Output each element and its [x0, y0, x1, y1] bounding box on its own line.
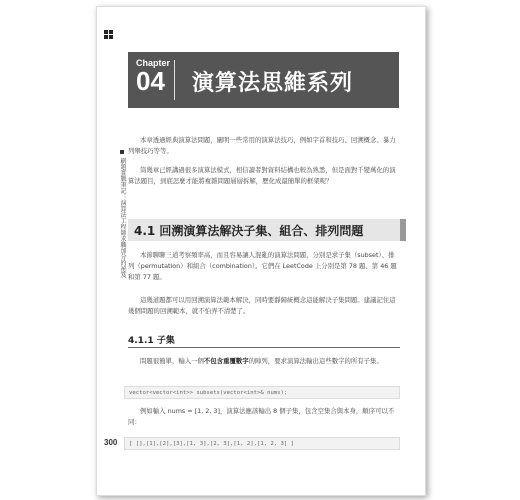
- subsection-title: 4.1.1 子集: [128, 336, 175, 346]
- page-number: 300: [104, 438, 118, 447]
- side-text: 刷題實戰筆記：演算法工程師求職加分的祕笈: [119, 157, 126, 278]
- section-paragraph-1: 本節聊聊三道考察頻率高，而且容易讓人混亂的演算法問題，分別是求子集（subset）、排列（permutation）和組合（combination）。它們在 LeetCode 上分別是第 78 題、第 46 題和第 77 題。: [128, 251, 397, 281]
- p1-pre: 問題很簡單，輸入一個: [140, 357, 204, 365]
- chapter-label: Chapter: [136, 58, 171, 68]
- section-title: 4.1 回溯演算法解決子集、組合、排列問題: [134, 224, 364, 238]
- side-running-title: [116, 150, 126, 278]
- p1-post: 的陣列，要求演算法輸出這些數字的所有子集。: [248, 357, 383, 365]
- code-block-signature: vector<vector<int>> subsets(vector<int>& nums);: [124, 386, 400, 399]
- intro-paragraph-1: 本章透過經典演算法問題，闡明一些常用的演算法技巧，例如字首和技巧、回溯概念、暴力列舉技巧等等。: [128, 136, 396, 155]
- code-block-output: [ [],[1],[2],[3],[1, 3],[2, 3],[1, 2],[1, 2, 3] ]: [124, 437, 400, 450]
- subsection-underline: [128, 347, 400, 348]
- corner-ornament: [104, 30, 116, 42]
- section-heading-bar: [128, 219, 406, 241]
- subsection-paragraph-1: [128, 356, 400, 367]
- chapter-title: 演算法思維系列: [192, 71, 354, 96]
- p1-bold: 不包含重覆數字: [203, 357, 249, 365]
- banner-divider: [174, 60, 175, 100]
- chapter-banner: [128, 52, 399, 108]
- chapter-number: 04: [136, 66, 165, 96]
- section-paragraph-2: 這幾道題都可以用回溯演算法範本解決，同時要靜歸統概念這能解決子集問題。建議記住這幾個問題的回溯範本，就不怕弄不清楚了。: [128, 296, 396, 315]
- intro-paragraph-2: 筒幾章已經講過很多演算法模式，相信讀者對資料結構也較為熟悉，但是面對千變萬化的演算法題目，到底怎麼才能將複雜問題層層拆解，歷化成最簡單的框架呢？: [128, 166, 396, 185]
- subsection-paragraph-2: 例如輸入 nums = [1, 2, 3]，演算法應該輸出 8 個子集，包含空集合與本身，順序可以不同：: [128, 407, 395, 426]
- side-marker: [120, 150, 124, 154]
